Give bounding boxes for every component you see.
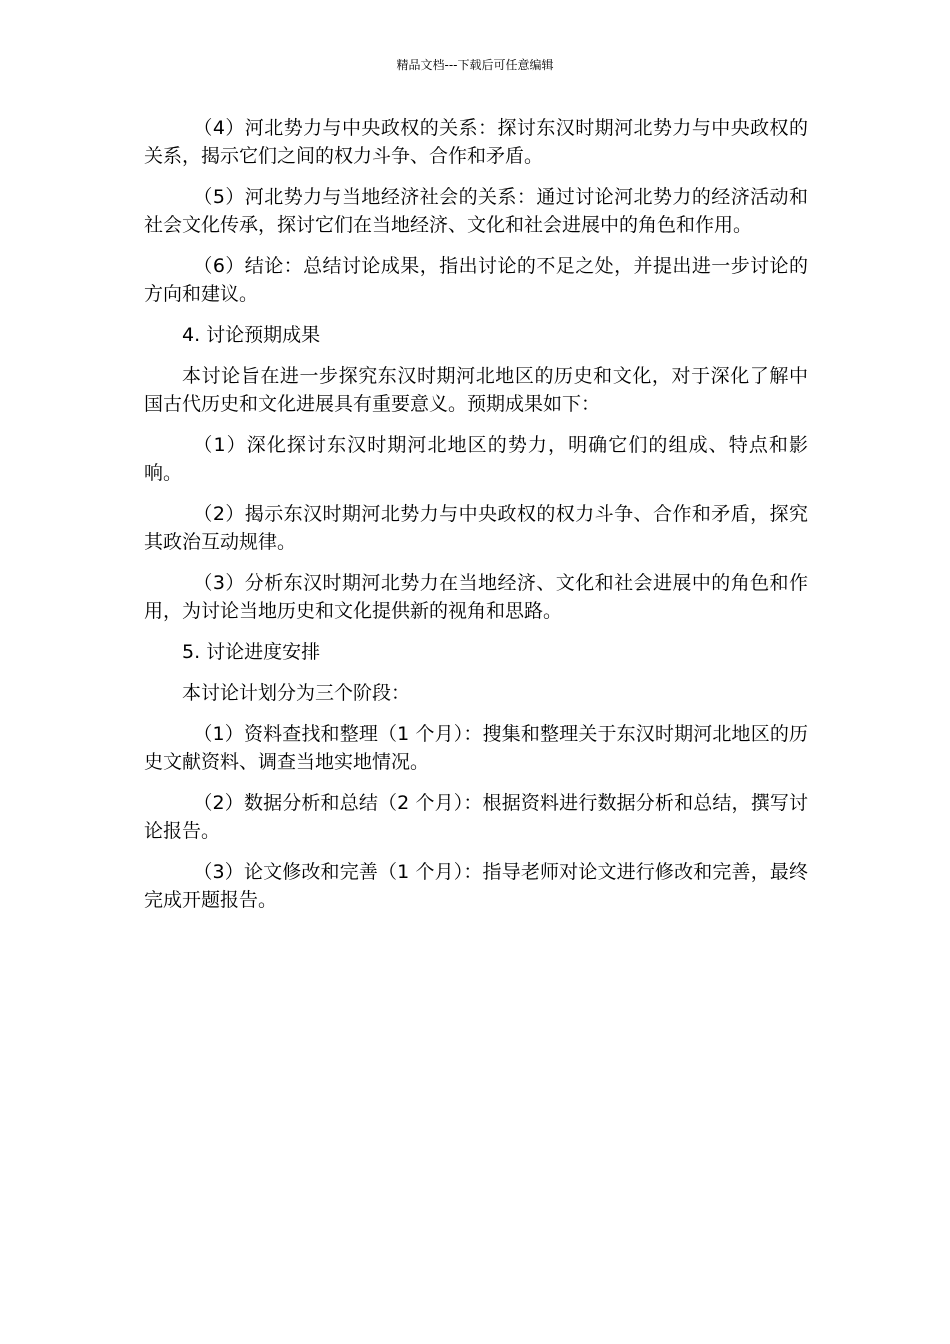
paragraph-result-1: （1）深化探讨东汉时期河北地区的势力，明确它们的组成、特点和影响。 [144,434,808,484]
page-header: 精品文档---下载后可任意编辑 [396,58,554,72]
section-heading-schedule: 5. 讨论进度安排 [182,641,321,663]
paragraph-stage-1: （1）资料查找和整理（1 个月）：搜集和整理关于东汉时期河北地区的历史文献资料、调查当地实地情况。 [144,723,808,773]
paragraph-expected-results-intro: 本讨论旨在进一步探究东汉时期河北地区的历史和文化，对于深化了解中国古代历史和文化进展具有重要意义。预期成果如下： [144,365,808,415]
section-heading-expected-results: 4. 讨论预期成果 [182,324,321,346]
document-body [144,114,808,927]
paragraph-item-5-local-economy: （5）河北势力与当地经济社会的关系：通过讨论河北势力的经济活动和社会文化传承，探讨它们在当地经济、文化和社会进展中的角色和作用。 [144,186,808,236]
paragraph-result-3: （3）分析东汉时期河北势力在当地经济、文化和社会进展中的角色和作用，为讨论当地历史和文化提供新的视角和思路。 [144,572,808,622]
paragraph-item-6-conclusion: （6）结论：总结讨论成果，指出讨论的不足之处，并提出进一步讨论的方向和建议。 [144,255,808,305]
paragraph-item-4-central-relations: （4）河北势力与中央政权的关系：探讨东汉时期河北势力与中央政权的关系，揭示它们之间的权力斗争、合作和矛盾。 [144,117,808,167]
paragraph-stage-3: （3）论文修改和完善（1 个月）：指导老师对论文进行修改和完善，最终完成开题报告。 [144,861,808,911]
paragraph-stage-2: （2）数据分析和总结（2 个月）：根据资料进行数据分析和总结，撰写讨论报告。 [144,792,808,842]
paragraph-schedule-intro: 本讨论计划分为三个阶段： [182,682,411,704]
paragraph-result-2: （2）揭示东汉时期河北势力与中央政权的权力斗争、合作和矛盾，探究其政治互动规律。 [144,503,808,553]
